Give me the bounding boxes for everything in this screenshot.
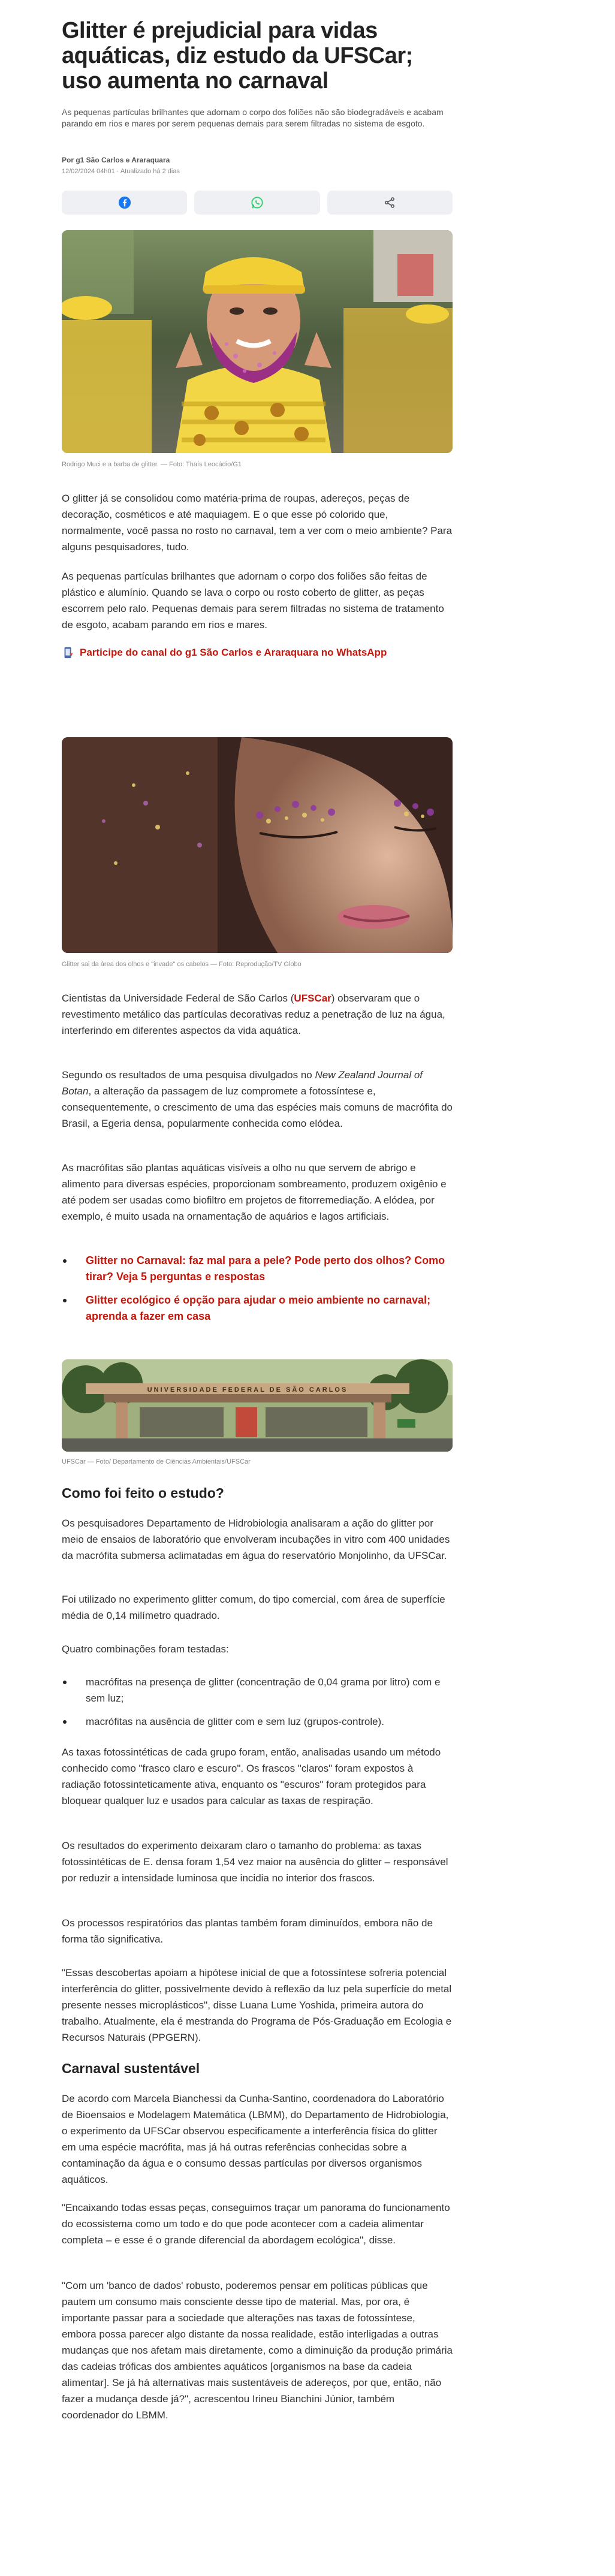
paragraph: "Encaixando todas essas peças, conseguimos traçar um panorama do funcionamento do ecossistema como um todo e do que pode acontecer com a cadeia alimentar completa – e esse é o grande diferencial da abordagem ecológica", disse. <box>62 2202 450 2246</box>
whatsapp-icon <box>251 196 264 209</box>
paragraph-text: Cientistas da Universidade Federal de São Carlos ( <box>62 993 294 1004</box>
image-caption: Rodrigo Muci e a barba de glitter. — Foto: Thaís Leocádio/G1 <box>62 461 242 468</box>
paragraph: Os resultados do experimento deixaram claro o tamanho do problema: as taxas fotossintéticas de E. densa foram 1,54 vez maior na ausência do glitter – responsável por reduzir a intensidade luminosa que incidia no interior dos frascos. <box>62 1840 448 1884</box>
paragraph: Os pesquisadores Departamento de Hidrobiologia analisaram a ação do glitter por meio de ensaios de laboratório que envolveram incubações in vitro com 400 unidades da macrófita submersa aclimatadas em água do reservatório Monjolinho, da UFSCar. <box>62 1518 450 1561</box>
facebook-icon <box>118 196 131 209</box>
related-link[interactable]: Glitter ecológico é opção para ajudar o meio ambiente no carnaval; aprenda a fazer em casa <box>62 1292 453 1325</box>
paragraph: As taxas fotossintéticas de cada grupo foram, então, analisadas usando um método conhecido como "frasco claro e escuro". Os frascos "claros" foram expostos à radiação fotossinteticamente ativa, enquanto os "escuros" foram protegidos para bloquear qualquer luz e usados para calcular as taxas de respiração. <box>62 1747 441 1806</box>
paragraph: As macrófitas são plantas aquáticas visíveis a olho nu que servem de abrigo e alimento para diversas espécies, proporcionam sombreamento, produzem oxigênio e até podem ser usadas como biofiltro em projetos de fitorremediação. A elódea, por exemplo, é muito usada na ornamentação de aquários e lagos artificiais. <box>62 1162 447 1222</box>
paragraph <box>62 990 453 1039</box>
list-item: macrófitas na presença de glitter (concentração de 0,04 grama por litro) com e sem luz; <box>62 1674 453 1706</box>
ufscar-link[interactable]: UFSCar <box>294 993 331 1004</box>
publish-dates: 12/02/2024 04h01 · Atualizado há 2 dias <box>62 168 180 175</box>
glitter-beard-photo <box>62 230 453 453</box>
paragraph-text: , a alteração da passagem de luz compromete a fotossíntese e, consequentemente, o crescimento de uma das espécies mais comuns de macrófita do Brasil, a Egeria densa, popularmente conhecida como elódea. <box>62 1085 453 1129</box>
glitter-eyes-photo <box>62 737 453 953</box>
paragraph <box>62 1067 453 1132</box>
paragraph: Foi utilizado no experimento glitter comum, do tipo comercial, com área de superfície média de 0,14 milímetro quadrado. <box>62 1594 445 1621</box>
photo-illustration <box>62 1359 453 1452</box>
photo-illustration <box>62 230 453 453</box>
phone-icon <box>62 646 75 659</box>
paragraph: O glitter já se consolidou como matéria-prima de roupas, adereços, peças de decoração, cosméticos e até maquiagem. E o que esse pó colorido que, normalmente, você passa no rosto no carnaval, tem a ver com o meio ambiente? Para alguns pesquisadores, tudo. <box>62 493 453 553</box>
image-caption: UFSCar — Foto/ Departamento de Ciências Ambientais/UFSCar <box>62 1458 251 1465</box>
university-sign: UNIVERSIDADE FEDERAL DE SÃO CARLOS <box>147 1386 348 1393</box>
related-link[interactable]: Glitter no Carnaval: faz mal para a pele? Pode perto dos olhos? Como tirar? Veja 5 perguntas e respostas <box>62 1253 453 1285</box>
related-links-list <box>62 1253 453 1332</box>
paragraph: De acordo com Marcela Bianchessi da Cunha-Santino, coordenadora do Laboratório de Bioensaios e Modelagem Matemática (LBMM), do Departamento de Hidrobiologia, o experimento da UFSCar observou especificamente a interferência física do glitter em uma espécie macrófita, mas já há outras referências conhecidas sobre a contaminação da água e o consumo dessas partículas por diversos organismos aquáticos. <box>62 2093 449 2185</box>
paragraph-text: Segundo os resultados de uma pesquisa divulgados no <box>62 1069 315 1081</box>
facebook-share-button[interactable] <box>62 191 187 215</box>
section-heading: Como foi feito o estudo? <box>62 1485 224 1501</box>
section-heading: Carnaval sustentável <box>62 2061 200 2076</box>
paragraph: "Com um 'banco de dados' robusto, poderemos pensar em políticas públicas que pautem um consumo mais consciente desse tipo de material. Mas, por ora, é importante passar para a sociedade que alterações nas taxas de fotossíntese, embora possa parecer algo distante da nossa realidade, estão interligadas a outras mudanças que nos afetam mais diretamente, como a diminuição da produção primária das cadeias tróficas dos ambientes aquáticos [organismos na base da cadeia alimentar]. Se já há alternativas mais sustentáveis de adereços, por que, então, não fazer a mudança desde já?", acrescentou Irineu Bianchini Júnior, também coordenador do LBMM. <box>62 2280 453 2421</box>
photo-illustration <box>62 737 453 953</box>
journal-name: New Zealand Journal of Botan <box>62 1069 423 1097</box>
share-icon <box>384 197 396 209</box>
paragraph: Quatro combinações foram testadas: <box>62 1643 229 1655</box>
image-caption: Glitter sai da área dos olhos e "invade" os cabelos — Foto: Reprodução/TV Globo <box>62 961 302 968</box>
whatsapp-channel-label: Participe do canal do g1 São Carlos e Araraquara no WhatsApp <box>80 647 387 658</box>
page-title: Glitter é prejudicial para vidas aquáticas, diz estudo da UFSCar; uso aumenta no carnaval <box>62 18 413 93</box>
paragraph-text: ) observaram que o revestimento metálico das partículas decorativas reduz a penetração de luz na água, interferindo em diferentes aspectos da vida aquática. <box>62 993 445 1036</box>
byline[interactable]: Por g1 São Carlos e Araraquara <box>62 156 170 164</box>
whatsapp-share-button[interactable] <box>194 191 319 215</box>
share-button[interactable] <box>327 191 453 215</box>
paragraph: Os processos respiratórios das plantas também foram diminuídos, embora não de forma tão significativa. <box>62 1917 433 1945</box>
share-bar <box>62 191 453 215</box>
paragraph: "Essas descobertas apoiam a hipótese inicial de que a fotossíntese sofreria potencial interferência do glitter, possivelmente devido à reflexão da luz pela superfície do metal presente nesses microplásticos", disse Luana Lume Yoshida, primeira autora do trabalho. Atualmente, ela é mestranda do Programa de Pós-Graduação em Ecologia e Recursos Naturais (PPGERN). <box>62 1967 452 2043</box>
article-subtitle: As pequenas partículas brilhantes que adornam o corpo dos foliões não são biodegradáveis e acabam parando em rios e mares por serem pequenas demais para serem filtradas no sistema de esgoto. <box>62 107 444 128</box>
whatsapp-channel-link[interactable] <box>62 646 453 659</box>
list-item: macrófitas na ausência de glitter com e sem luz (grupos-controle). <box>62 1714 453 1730</box>
ufscar-entrance-photo <box>62 1359 453 1452</box>
paragraph: As pequenas partículas brilhantes que adornam o corpo dos foliões são feitas de plástico e alumínio. Quando se lava o corpo ou rosto coberto de glitter, as peças escorrem pelo ralo. Pequenas demais para serem filtradas no sistema de tratamento de esgoto, acabam parando em rios e mares. <box>62 571 444 631</box>
test-combinations-list <box>62 1674 453 1737</box>
